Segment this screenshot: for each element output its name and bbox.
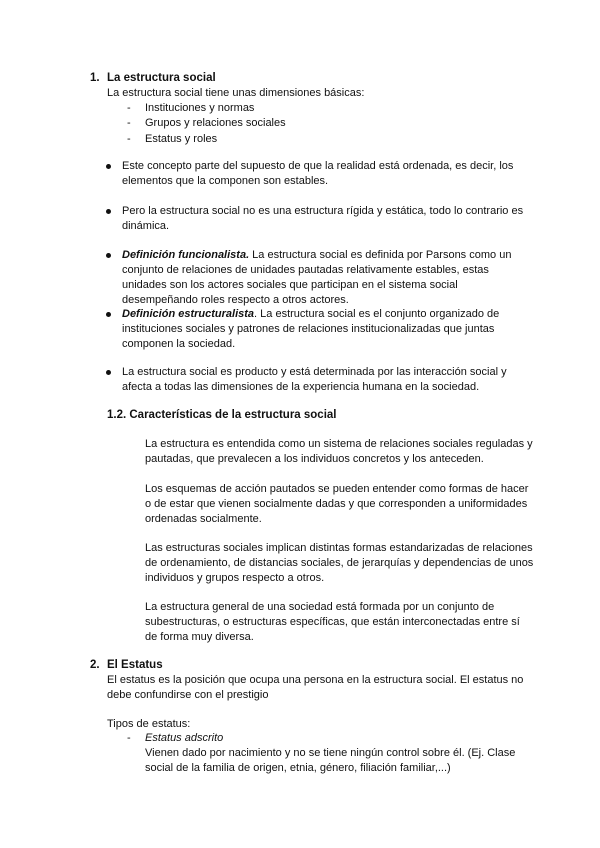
dash-marker: -	[127, 117, 131, 129]
bullet-item	[122, 307, 527, 352]
bullet-dot	[106, 370, 111, 375]
bullet-item	[122, 365, 527, 395]
subsection-1-2-heading: 1.2. Características de la estructura social	[107, 409, 337, 421]
bullet-text: La estructura social es producto y está determinada por las interacción social y afecta a todas las dimensiones de la experiencia humana en la sociedad.	[122, 366, 507, 393]
section-1-intro: La estructura social tiene unas dimensiones básicas:	[107, 87, 365, 99]
status-type-item	[127, 731, 427, 746]
dimension-item	[127, 132, 427, 147]
bullet-text: Este concepto parte del supuesto de que la realidad está ordenada, es decir, los elementos que la componen son estables.	[122, 160, 514, 187]
characteristic-paragraph: La estructura es entendida como un sistema de relaciones sociales reguladas y pautadas, que prevalecen a los individuos concretos y los anteceden.	[145, 438, 533, 465]
bullet-item	[122, 248, 527, 308]
section-2-intro: El estatus es la posición que ocupa una persona en la estructura social. El estatus no debe confundirse con el prestigio	[107, 674, 524, 701]
status-type-name: Estatus adscrito	[145, 732, 224, 744]
characteristic-paragraph: Las estructuras sociales implican distintas formas estandarizadas de relaciones de ordenamiento, de distancias sociales, de jerarquías y dependencias de unos individuos y grupos respecto a otros.	[145, 542, 534, 584]
definition-term: Definición estructuralista	[122, 308, 255, 320]
bullet-dot	[106, 312, 111, 317]
status-types-label: Tipos de estatus:	[107, 718, 191, 730]
dash-marker: -	[127, 732, 131, 744]
bullet-dot	[106, 253, 111, 258]
bullet-dot	[106, 209, 111, 214]
definition-term: Definición funcionalista.	[122, 249, 250, 261]
dash-marker: -	[127, 133, 131, 145]
dimension-label: Estatus y roles	[145, 133, 218, 145]
bullet-text: Pero la estructura social no es una estructura rígida y estática, todo lo contrario es dinámica.	[122, 205, 524, 232]
bullet-dot	[106, 164, 111, 169]
bullet-item	[122, 159, 527, 189]
dash-marker: -	[127, 102, 131, 114]
dimension-label: Instituciones y normas	[145, 102, 255, 114]
dimension-label: Grupos y relaciones sociales	[145, 117, 286, 129]
section-1-number: 1.	[90, 72, 100, 84]
section-1-title: La estructura social	[107, 72, 216, 84]
section-2-heading	[90, 658, 163, 673]
bullet-text: . La estructura social es el conjunto organizado de instituciones sociales y patrones de relaciones institucionalizadas que juntas componen la sociedad.	[122, 308, 500, 350]
bullet-item	[122, 204, 532, 234]
characteristic-paragraph: Los esquemas de acción pautados se pueden entender como formas de hacer o de estar que vienen socialmente dadas y que corresponden a uniformidades ordenadas socialmente.	[145, 483, 529, 525]
status-type-description: Vienen dado por nacimiento y no se tiene ningún control sobre él. (Ej. Clase social de la familia de origen, etnia, género, filiación familiar,...)	[145, 747, 516, 774]
section-1-heading	[90, 71, 216, 86]
characteristic-paragraph: La estructura general de una sociedad está formada por un conjunto de subestructuras, o estructuras específicas, que están interconectadas entre sí de forma muy diversa.	[145, 601, 520, 643]
section-2-number: 2.	[90, 659, 100, 671]
bullet-text: La estructura social es definida por Parsons como un conjunto de relaciones de unidades pautadas relativamente estables, estas unidades son los actores sociales que participan en el sistema social desempeñando roles respecto a otros actores.	[122, 249, 512, 306]
dimension-item	[127, 101, 427, 116]
dimension-item	[127, 116, 427, 131]
section-2-title: El Estatus	[107, 659, 163, 671]
